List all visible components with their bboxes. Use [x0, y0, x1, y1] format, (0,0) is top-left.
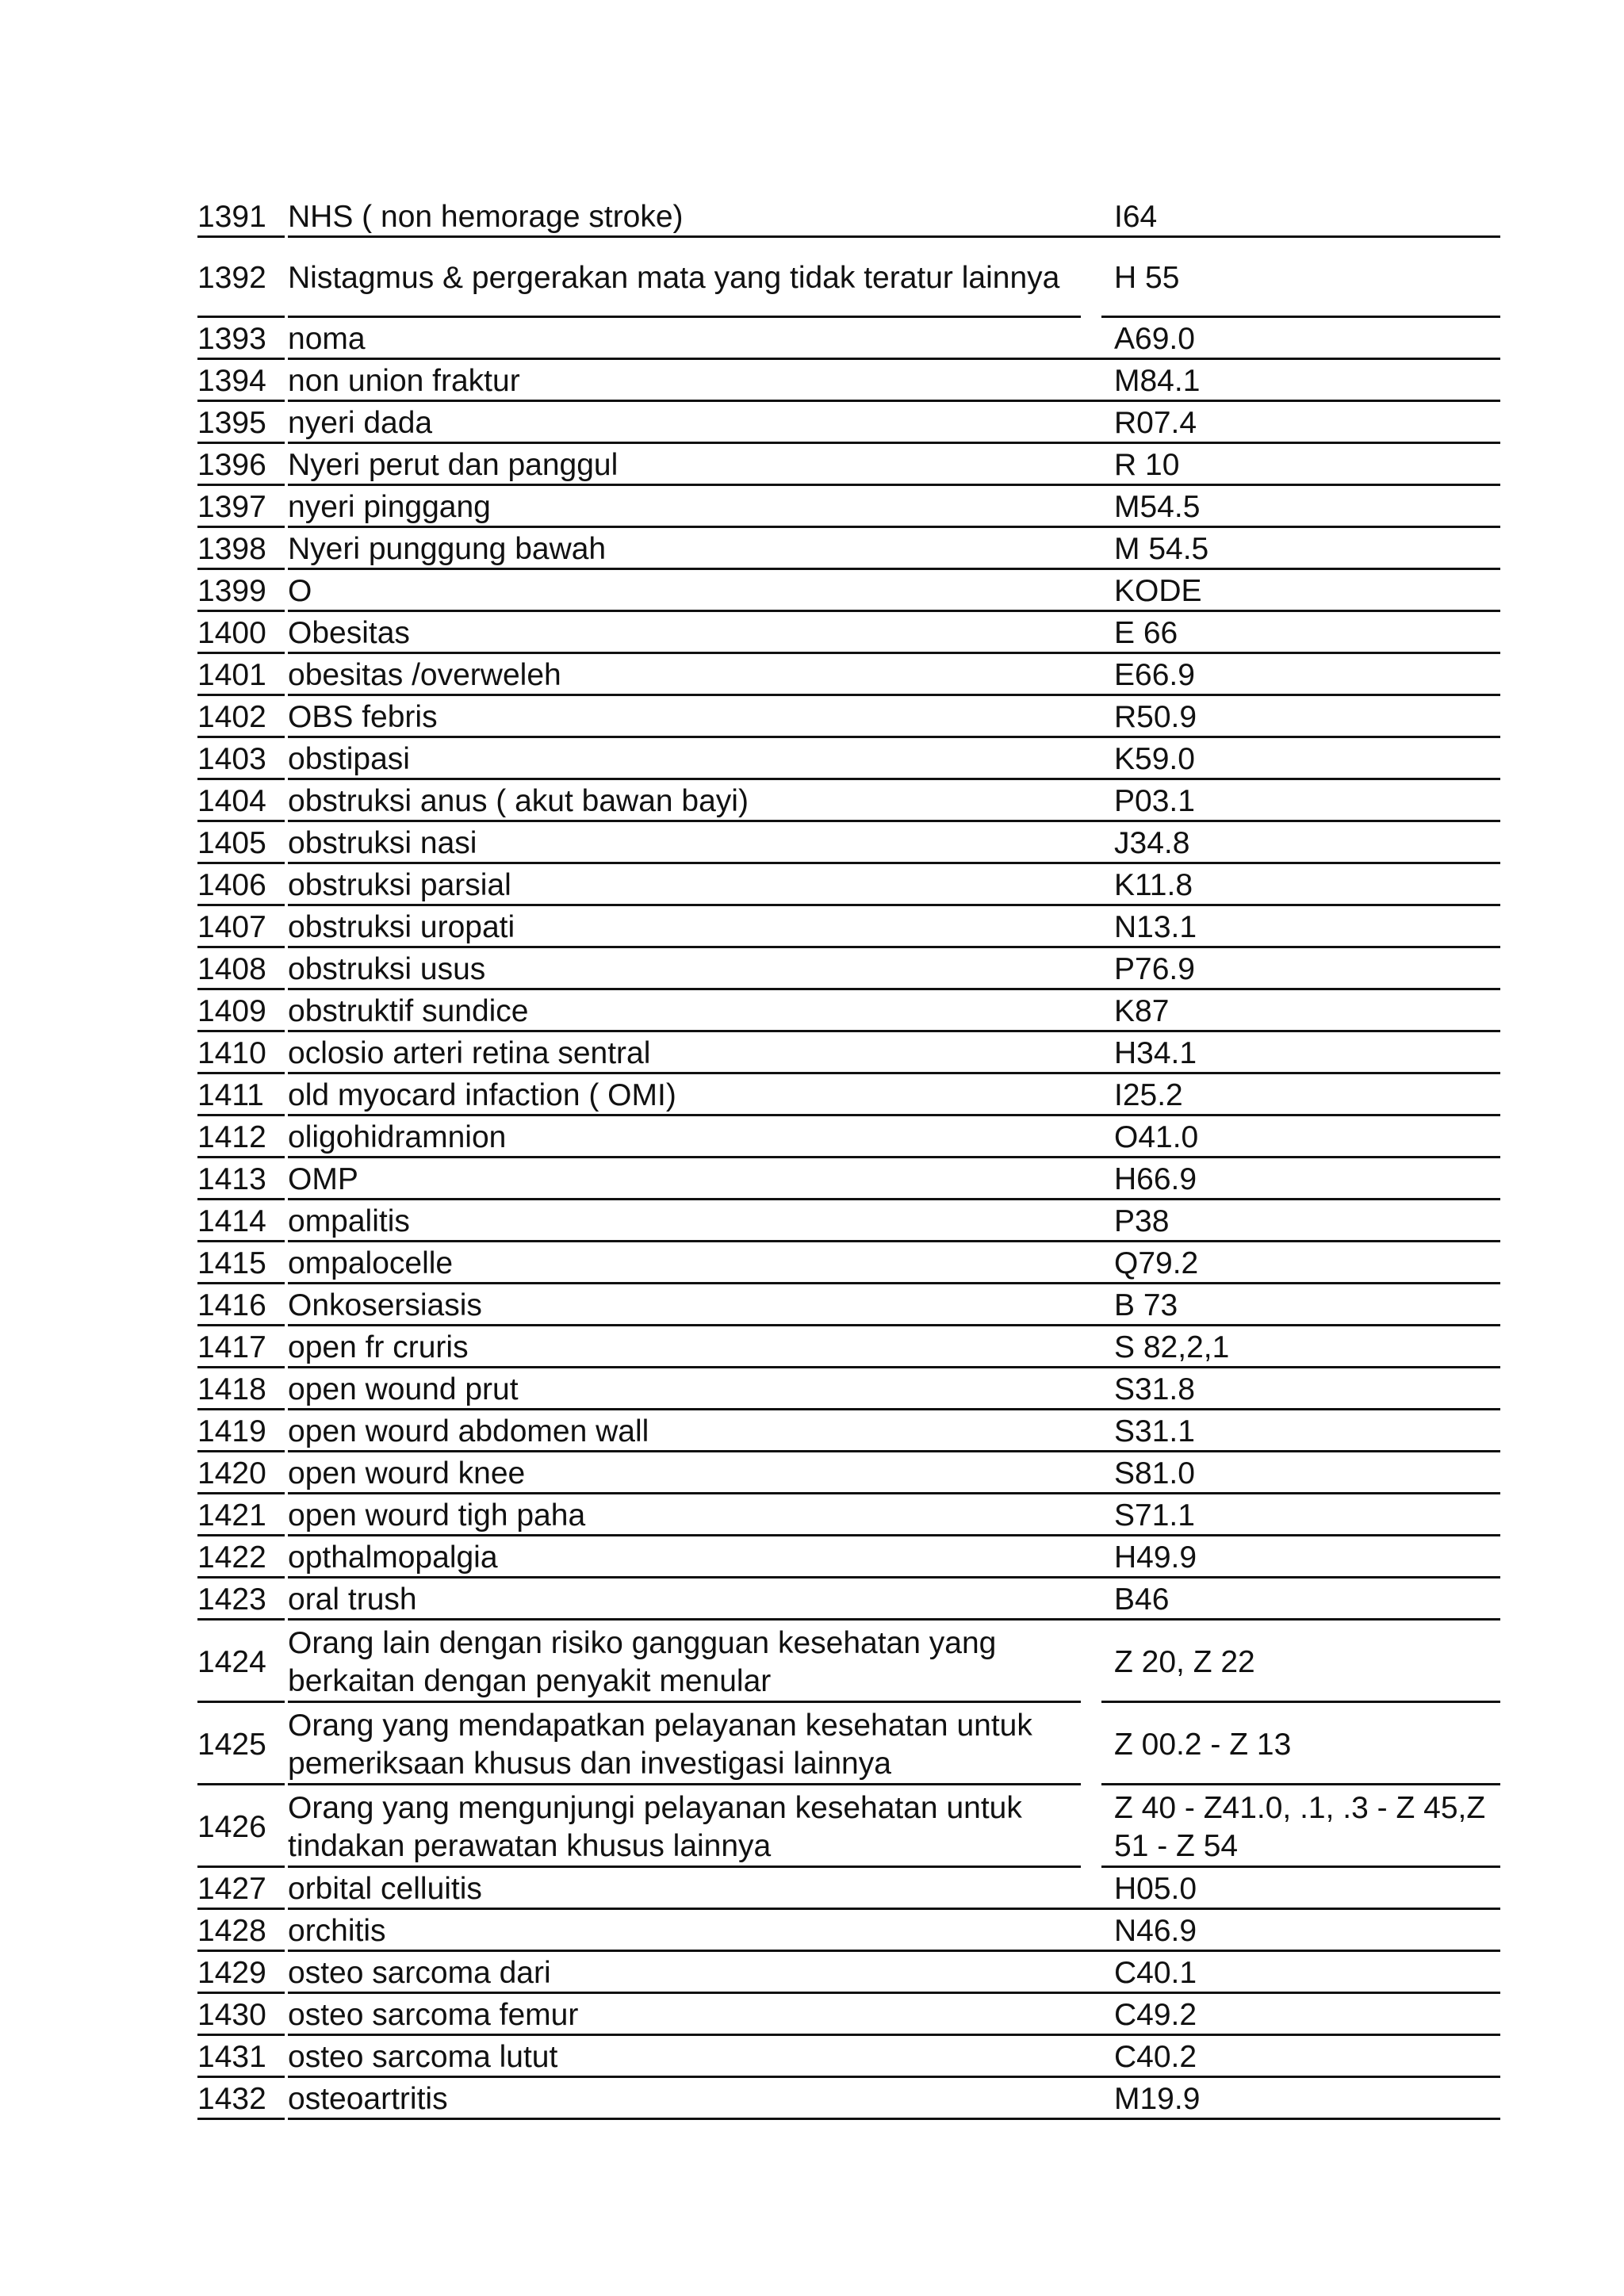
table-row: [197, 780, 1500, 822]
icd-code: A69.0: [1101, 318, 1500, 360]
row-number: 1409: [197, 990, 285, 1032]
diagnosis-name: open wourd abdomen wall: [288, 1410, 1300, 1452]
icd-code: M54.5: [1101, 486, 1500, 528]
icd-code: C40.1: [1101, 1952, 1500, 1994]
diagnosis-name: obesitas /overweleh: [288, 654, 1300, 696]
diagnosis-name: ompalocelle: [288, 1242, 1300, 1284]
diagnosis-name: old myocard infaction ( OMI): [288, 1074, 1300, 1116]
row-number: 1432: [197, 2078, 285, 2120]
row-number: 1431: [197, 2036, 285, 2078]
table-row: [197, 1242, 1500, 1284]
diagnosis-name: ompalitis: [288, 1200, 1300, 1242]
table-row: [197, 696, 1500, 738]
diagnosis-name: open wound prut: [288, 1368, 1300, 1410]
row-number: 1425: [197, 1703, 285, 1785]
row-number: 1429: [197, 1952, 285, 1994]
table-row: [197, 360, 1500, 402]
table-row: [197, 1200, 1500, 1242]
table-row: [197, 1452, 1500, 1494]
table-row: [197, 1074, 1500, 1116]
row-number: 1393: [197, 318, 285, 360]
diagnosis-name: osteo sarcoma dari: [288, 1952, 1300, 1994]
row-number: 1401: [197, 654, 285, 696]
row-number: 1397: [197, 486, 285, 528]
icd-code: M19.9: [1101, 2078, 1500, 2120]
table-row: [197, 1994, 1500, 2036]
diagnosis-name: Orang yang mendapatkan pelayanan kesehatan untuk pemeriksaan khusus dan investigasi lainnya: [288, 1703, 1081, 1785]
row-number: 1423: [197, 1578, 285, 1621]
table-row: [197, 1116, 1500, 1158]
row-number: 1417: [197, 1326, 285, 1368]
row-number: 1415: [197, 1242, 285, 1284]
table-row: [197, 1703, 1500, 1785]
table-row: [197, 1410, 1500, 1452]
row-number: 1420: [197, 1452, 285, 1494]
diagnosis-name: oligohidramnion: [288, 1116, 1300, 1158]
diagnosis-name: oral trush: [288, 1578, 1300, 1621]
icd-code: N46.9: [1101, 1910, 1500, 1952]
table-row: [197, 444, 1500, 486]
icd-code: M84.1: [1101, 360, 1500, 402]
diagnosis-name: Onkosersiasis: [288, 1284, 1300, 1326]
diagnosis-name: obstruksi parsial: [288, 864, 1300, 906]
icd-code: R50.9: [1101, 696, 1500, 738]
row-number: 1413: [197, 1158, 285, 1200]
icd-code: S 82,2,1: [1101, 1326, 1500, 1368]
row-number: 1400: [197, 612, 285, 654]
row-number: 1407: [197, 906, 285, 948]
table-row: [197, 2078, 1500, 2120]
diagnosis-name: OBS febris: [288, 696, 1300, 738]
table-row: [197, 570, 1500, 612]
diagnosis-name: Nyeri punggung bawah: [288, 528, 1300, 570]
icd-code: C40.2: [1101, 2036, 1500, 2078]
table-row: [197, 402, 1500, 444]
table-row: [197, 822, 1500, 864]
icd-code: H34.1: [1101, 1032, 1500, 1074]
diagnosis-name: noma: [288, 318, 1300, 360]
icd-code: I64: [1101, 196, 1500, 238]
row-number: 1411: [197, 1074, 285, 1116]
icd-code: K87: [1101, 990, 1500, 1032]
icd-code: K59.0: [1101, 738, 1500, 780]
diagnosis-name: nyeri pinggang: [288, 486, 1300, 528]
table-row: [197, 238, 1500, 318]
row-number: 1419: [197, 1410, 285, 1452]
row-number: 1427: [197, 1868, 285, 1910]
diagnosis-name: opthalmopalgia: [288, 1536, 1300, 1578]
diagnosis-name: obstipasi: [288, 738, 1300, 780]
table-row: [197, 1494, 1500, 1536]
table-row: [197, 486, 1500, 528]
row-number: 1428: [197, 1910, 285, 1952]
diagnosis-name: obstruksi nasi: [288, 822, 1300, 864]
table-row: [197, 1032, 1500, 1074]
row-number: 1414: [197, 1200, 285, 1242]
diagnosis-name: orchitis: [288, 1910, 1300, 1952]
table-row: [197, 612, 1500, 654]
icd-code: K11.8: [1101, 864, 1500, 906]
diagnosis-name: orbital celluitis: [288, 1868, 1300, 1910]
icd-code: H49.9: [1101, 1536, 1500, 1578]
icd-code: Z 20, Z 22: [1101, 1621, 1500, 1703]
diagnosis-name: Nyeri perut dan panggul: [288, 444, 1300, 486]
row-number: 1404: [197, 780, 285, 822]
icd-code: B46: [1101, 1578, 1500, 1621]
diagnosis-name: osteo sarcoma femur: [288, 1994, 1300, 2036]
table-row: [197, 864, 1500, 906]
table-row: [197, 1578, 1500, 1621]
icd-code: J34.8: [1101, 822, 1500, 864]
diagnosis-name: open wourd knee: [288, 1452, 1300, 1494]
icd-code: C49.2: [1101, 1994, 1500, 2036]
diagnosis-name: osteoartritis: [288, 2078, 1300, 2120]
icd-code: H 55: [1101, 238, 1500, 318]
icd-code: O41.0: [1101, 1116, 1500, 1158]
diagnosis-name: osteo sarcoma lutut: [288, 2036, 1300, 2078]
icd-code: R 10: [1101, 444, 1500, 486]
row-number: 1426: [197, 1785, 285, 1868]
table-row: [197, 906, 1500, 948]
diagnosis-name: open fr cruris: [288, 1326, 1300, 1368]
table-row: [197, 1536, 1500, 1578]
icd-code-table: [197, 196, 1500, 2120]
table-row: [197, 738, 1500, 780]
table-row: [197, 948, 1500, 990]
icd-code: R07.4: [1101, 402, 1500, 444]
row-number: 1405: [197, 822, 285, 864]
table-row: [197, 528, 1500, 570]
table-row: [197, 1910, 1500, 1952]
row-number: 1421: [197, 1494, 285, 1536]
icd-code: I25.2: [1101, 1074, 1500, 1116]
row-number: 1412: [197, 1116, 285, 1158]
row-number: 1430: [197, 1994, 285, 2036]
icd-code: E 66: [1101, 612, 1500, 654]
diagnosis-name: obstruksi usus: [288, 948, 1300, 990]
diagnosis-name: OMP: [288, 1158, 1300, 1200]
icd-code: H05.0: [1101, 1868, 1500, 1910]
icd-code: E66.9: [1101, 654, 1500, 696]
icd-code: P03.1: [1101, 780, 1500, 822]
icd-code: Z 00.2 - Z 13: [1101, 1703, 1500, 1785]
icd-code: Z 40 - Z41.0, .1, .3 - Z 45,Z 51 - Z 54: [1101, 1785, 1500, 1868]
table-row: [197, 990, 1500, 1032]
diagnosis-name: obstruksi anus ( akut bawan bayi): [288, 780, 1300, 822]
icd-code: N13.1: [1101, 906, 1500, 948]
table-row: [197, 196, 1500, 238]
row-number: 1391: [197, 196, 285, 238]
row-number: 1418: [197, 1368, 285, 1410]
icd-code: M 54.5: [1101, 528, 1500, 570]
diagnosis-name: obstruktif sundice: [288, 990, 1300, 1032]
row-number: 1410: [197, 1032, 285, 1074]
icd-code: Q79.2: [1101, 1242, 1500, 1284]
row-number: 1395: [197, 402, 285, 444]
row-number: 1406: [197, 864, 285, 906]
row-number: 1402: [197, 696, 285, 738]
table-row: [197, 1952, 1500, 1994]
diagnosis-name: open wourd tigh paha: [288, 1494, 1300, 1536]
table-row: [197, 1621, 1500, 1703]
diagnosis-name: oclosio arteri retina sentral: [288, 1032, 1300, 1074]
icd-code: P38: [1101, 1200, 1500, 1242]
icd-code: S31.8: [1101, 1368, 1500, 1410]
table-row: [197, 654, 1500, 696]
row-number: 1399: [197, 570, 285, 612]
diagnosis-name: O: [288, 570, 1300, 612]
row-number: 1416: [197, 1284, 285, 1326]
icd-code: P76.9: [1101, 948, 1500, 990]
table-row: [197, 1868, 1500, 1910]
row-number: 1422: [197, 1536, 285, 1578]
diagnosis-name: NHS ( non hemorage stroke): [288, 196, 1300, 238]
table-row: [197, 1785, 1500, 1868]
icd-code: S81.0: [1101, 1452, 1500, 1494]
row-number: 1408: [197, 948, 285, 990]
diagnosis-name: Orang yang mengunjungi pelayanan kesehatan untuk tindakan perawatan khusus lainnya: [288, 1785, 1081, 1868]
table-row: [197, 318, 1500, 360]
diagnosis-name: Obesitas: [288, 612, 1300, 654]
row-number: 1396: [197, 444, 285, 486]
table-row: [197, 1284, 1500, 1326]
icd-code: S31.1: [1101, 1410, 1500, 1452]
table-row: [197, 1326, 1500, 1368]
row-number: 1398: [197, 528, 285, 570]
icd-code: H66.9: [1101, 1158, 1500, 1200]
table-row: [197, 1158, 1500, 1200]
icd-code: B 73: [1101, 1284, 1500, 1326]
icd-code: KODE: [1101, 570, 1500, 612]
row-number: 1392: [197, 238, 285, 318]
row-number: 1424: [197, 1621, 285, 1703]
icd-code: S71.1: [1101, 1494, 1500, 1536]
diagnosis-name: Orang lain dengan risiko gangguan kesehatan yang berkaitan dengan penyakit menular: [288, 1621, 1081, 1703]
diagnosis-name: Nistagmus & pergerakan mata yang tidak teratur lainnya: [288, 238, 1081, 318]
table-row: [197, 2036, 1500, 2078]
diagnosis-name: obstruksi uropati: [288, 906, 1300, 948]
table-row: [197, 1368, 1500, 1410]
diagnosis-name: non union fraktur: [288, 360, 1300, 402]
row-number: 1403: [197, 738, 285, 780]
diagnosis-name: nyeri dada: [288, 402, 1300, 444]
row-number: 1394: [197, 360, 285, 402]
